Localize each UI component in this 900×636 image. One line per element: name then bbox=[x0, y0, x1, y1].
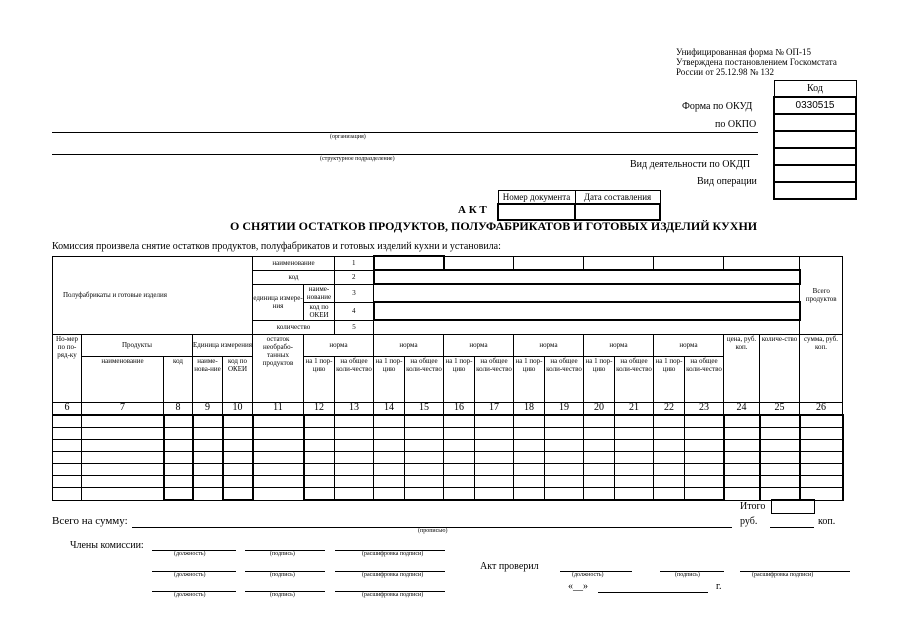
form-line-2: Утверждена постановлением Госкомстата bbox=[676, 57, 837, 67]
table-cell[interactable] bbox=[615, 464, 654, 476]
per-portion-1: на 1 пор-цию bbox=[304, 356, 335, 402]
table-cell[interactable] bbox=[685, 464, 724, 476]
table-cell[interactable] bbox=[685, 415, 724, 428]
table-cell[interactable] bbox=[685, 440, 724, 452]
table-cell[interactable] bbox=[685, 428, 724, 440]
table-cell[interactable] bbox=[53, 428, 82, 440]
doc-number-table bbox=[497, 190, 661, 221]
table-cell[interactable] bbox=[335, 464, 374, 476]
okpo-value-2[interactable] bbox=[774, 131, 856, 148]
total-qty-2: на общее коли-чество bbox=[405, 356, 444, 402]
table-cell[interactable] bbox=[304, 415, 335, 428]
col-num: 22 bbox=[654, 402, 685, 415]
table-cell[interactable] bbox=[335, 488, 374, 501]
table-cell[interactable] bbox=[760, 452, 800, 464]
table-cell[interactable] bbox=[615, 452, 654, 464]
okpo-label: по ОКПО bbox=[715, 119, 757, 130]
quantity-cell[interactable] bbox=[374, 320, 800, 334]
table-cell[interactable] bbox=[405, 476, 444, 488]
table-cell[interactable] bbox=[800, 452, 843, 464]
table-cell[interactable] bbox=[82, 476, 164, 488]
price-header: цена, руб. коп. bbox=[724, 334, 760, 402]
table-cell[interactable] bbox=[335, 452, 374, 464]
okud-label: Форма по ОКУД bbox=[682, 101, 753, 112]
table-cell[interactable] bbox=[253, 440, 304, 452]
table-cell[interactable] bbox=[223, 452, 253, 464]
row-num-1: 1 bbox=[335, 256, 374, 270]
table-cell[interactable] bbox=[193, 428, 223, 440]
code-row-cell[interactable] bbox=[374, 270, 800, 284]
table-cell[interactable] bbox=[164, 415, 193, 428]
table-cell[interactable] bbox=[444, 428, 475, 440]
table-cell[interactable] bbox=[53, 440, 82, 452]
table-cell[interactable] bbox=[584, 428, 615, 440]
organization-caption: (организация) bbox=[330, 134, 366, 140]
member1-decode: (расшифровка подписи) bbox=[362, 551, 424, 557]
table-cell[interactable] bbox=[615, 415, 654, 428]
table-cell[interactable] bbox=[514, 440, 545, 452]
table-cell[interactable] bbox=[164, 440, 193, 452]
table-cell[interactable] bbox=[304, 464, 335, 476]
table-cell[interactable] bbox=[374, 428, 405, 440]
row-num-2: 2 bbox=[335, 270, 374, 284]
norm-header-4: норма bbox=[514, 334, 584, 356]
doc-date-label: Дата составления bbox=[575, 191, 660, 205]
table-cell[interactable] bbox=[654, 488, 685, 501]
total-label: Итого bbox=[740, 501, 766, 512]
total-qty-5: на общее коли-чество bbox=[615, 356, 654, 402]
table-row bbox=[53, 428, 843, 440]
table-cell[interactable] bbox=[374, 488, 405, 501]
unit-measure-header: Единица измерения bbox=[193, 334, 253, 356]
checker-position: (должность) bbox=[572, 572, 604, 578]
norm-header-5: норма bbox=[584, 334, 654, 356]
table-cell[interactable] bbox=[514, 476, 545, 488]
table-cell[interactable] bbox=[253, 428, 304, 440]
table-cell[interactable] bbox=[444, 415, 475, 428]
col-num: 9 bbox=[193, 402, 223, 415]
table-cell[interactable] bbox=[53, 415, 82, 428]
total-qty-3: на общее коли-чество bbox=[475, 356, 514, 402]
okdp-value[interactable] bbox=[774, 165, 856, 182]
table-cell[interactable] bbox=[405, 428, 444, 440]
prod-code-header: код bbox=[164, 356, 193, 402]
norm-header-2: норма bbox=[374, 334, 444, 356]
table-cell[interactable] bbox=[475, 428, 514, 440]
table-cell[interactable] bbox=[405, 452, 444, 464]
act-word: А К Т bbox=[458, 204, 487, 216]
table-cell[interactable] bbox=[584, 476, 615, 488]
table-row bbox=[53, 440, 843, 452]
doc-number-field[interactable] bbox=[498, 204, 575, 220]
col-num: 16 bbox=[444, 402, 475, 415]
table-cell[interactable] bbox=[193, 476, 223, 488]
table-cell[interactable] bbox=[374, 452, 405, 464]
total-field[interactable] bbox=[771, 499, 815, 514]
table-cell[interactable] bbox=[444, 464, 475, 476]
table-cell[interactable] bbox=[82, 428, 164, 440]
table-cell[interactable] bbox=[335, 476, 374, 488]
table-cell[interactable] bbox=[514, 464, 545, 476]
okei-code-label: код по ОКЕИ bbox=[304, 302, 335, 320]
table-cell[interactable] bbox=[545, 415, 584, 428]
table-cell[interactable] bbox=[223, 488, 253, 501]
organization-line[interactable] bbox=[52, 132, 758, 133]
name-cell-2[interactable] bbox=[444, 256, 514, 270]
date-line[interactable] bbox=[598, 592, 708, 593]
unit-name-cell[interactable] bbox=[374, 284, 800, 302]
table-cell[interactable] bbox=[514, 428, 545, 440]
table-cell[interactable] bbox=[545, 452, 584, 464]
form-line-1: Унифицированная форма № ОП-15 bbox=[676, 47, 812, 57]
remainder-header: остаток необрабо-танных продуктов bbox=[253, 334, 304, 402]
total-products-label: Всего продуктов bbox=[800, 256, 843, 334]
table-cell[interactable] bbox=[53, 476, 82, 488]
table-cell[interactable] bbox=[193, 452, 223, 464]
table-cell[interactable] bbox=[164, 428, 193, 440]
checked-label: Акт проверил bbox=[480, 561, 539, 572]
unit-name-label: наиме-нование bbox=[304, 284, 335, 302]
table-cell[interactable] bbox=[164, 488, 193, 501]
table-cell[interactable] bbox=[654, 476, 685, 488]
semi-finished-label bbox=[53, 256, 253, 334]
table-cell[interactable] bbox=[82, 452, 164, 464]
table-cell[interactable] bbox=[724, 464, 760, 476]
col-num: 24 bbox=[724, 402, 760, 415]
table-cell[interactable] bbox=[475, 488, 514, 501]
table-cell[interactable] bbox=[223, 476, 253, 488]
total-qty-1: на общее коли-чество bbox=[335, 356, 374, 402]
table-cell[interactable] bbox=[760, 476, 800, 488]
table-cell[interactable] bbox=[800, 415, 843, 428]
table-cell[interactable] bbox=[253, 488, 304, 501]
total-qty-4: на общее коли-чество bbox=[545, 356, 584, 402]
norm-header-3: норма bbox=[444, 334, 514, 356]
members-label: Члены комиссии: bbox=[70, 540, 144, 551]
member2-position: (должность) bbox=[174, 572, 206, 578]
operation-label: Вид операции bbox=[697, 176, 757, 187]
table-cell[interactable] bbox=[545, 488, 584, 501]
codes-title: Код bbox=[774, 81, 856, 98]
name-cell-1[interactable] bbox=[374, 256, 444, 270]
table-cell[interactable] bbox=[654, 415, 685, 428]
table-row bbox=[53, 488, 843, 501]
table-cell[interactable] bbox=[253, 464, 304, 476]
okdp-label: Вид деятельности по ОКДП bbox=[630, 159, 751, 170]
col-num: 8 bbox=[164, 402, 193, 415]
table-row bbox=[53, 464, 843, 476]
member3-position: (должность) bbox=[174, 592, 206, 598]
table-cell[interactable] bbox=[223, 464, 253, 476]
col-num: 14 bbox=[374, 402, 405, 415]
table-cell[interactable] bbox=[800, 476, 843, 488]
table-cell[interactable] bbox=[405, 440, 444, 452]
date-quote: «__» bbox=[568, 581, 588, 592]
main-table bbox=[52, 255, 844, 501]
table-cell[interactable] bbox=[374, 476, 405, 488]
table-cell[interactable] bbox=[405, 464, 444, 476]
name-cell-5[interactable] bbox=[654, 256, 724, 270]
table-cell[interactable] bbox=[654, 452, 685, 464]
table-cell[interactable] bbox=[405, 415, 444, 428]
table-cell[interactable] bbox=[223, 440, 253, 452]
table-cell[interactable] bbox=[760, 464, 800, 476]
table-cell[interactable] bbox=[304, 476, 335, 488]
table-cell[interactable] bbox=[82, 464, 164, 476]
intro-text: Комиссия произвела снятие остатков продуктов, полуфабрикатов и готовых изделий кухни и установила: bbox=[52, 241, 501, 252]
table-cell[interactable] bbox=[514, 452, 545, 464]
table-cell[interactable] bbox=[475, 440, 514, 452]
row-num-4: 4 bbox=[335, 302, 374, 320]
row-num-3: 3 bbox=[335, 284, 374, 302]
operation-value[interactable] bbox=[774, 182, 856, 199]
table-cell[interactable] bbox=[514, 488, 545, 501]
table-cell[interactable] bbox=[685, 476, 724, 488]
table-cell[interactable] bbox=[545, 440, 584, 452]
table-cell[interactable] bbox=[304, 440, 335, 452]
okpo-value[interactable] bbox=[774, 114, 856, 131]
table-cell[interactable] bbox=[724, 476, 760, 488]
table-cell[interactable] bbox=[335, 415, 374, 428]
table-cell[interactable] bbox=[584, 452, 615, 464]
col-num: 21 bbox=[615, 402, 654, 415]
table-cell[interactable] bbox=[654, 440, 685, 452]
table-cell[interactable] bbox=[615, 476, 654, 488]
table-cell[interactable] bbox=[475, 452, 514, 464]
table-cell[interactable] bbox=[164, 452, 193, 464]
table-cell[interactable] bbox=[760, 440, 800, 452]
member3-decode: (расшифровка подписи) bbox=[362, 592, 424, 598]
table-cell[interactable] bbox=[53, 488, 82, 501]
col-num: 19 bbox=[545, 402, 584, 415]
per-portion-3: на 1 пор-цию bbox=[444, 356, 475, 402]
division-caption: (структурное подразделение) bbox=[320, 156, 395, 162]
table-cell[interactable] bbox=[584, 488, 615, 501]
col-num: 13 bbox=[335, 402, 374, 415]
in-words-caption: (прописью) bbox=[418, 528, 448, 534]
col-num: 23 bbox=[685, 402, 724, 415]
table-cell[interactable] bbox=[193, 464, 223, 476]
checker-signature: (подпись) bbox=[675, 572, 700, 578]
table-cell[interactable] bbox=[724, 488, 760, 501]
norm-header-6: норма bbox=[654, 334, 724, 356]
table-cell[interactable] bbox=[53, 464, 82, 476]
table-cell[interactable] bbox=[53, 452, 82, 464]
row-num-5: 5 bbox=[335, 320, 374, 334]
okud-value[interactable]: 0330515 bbox=[774, 97, 856, 114]
table-cell[interactable] bbox=[724, 415, 760, 428]
doc-number-label: Номер документа bbox=[498, 191, 575, 205]
table-cell[interactable] bbox=[654, 428, 685, 440]
table-row bbox=[53, 415, 843, 428]
table-cell[interactable] bbox=[724, 440, 760, 452]
table-cell[interactable] bbox=[444, 476, 475, 488]
table-cell[interactable] bbox=[405, 488, 444, 501]
per-portion-4: на 1 пор-цию bbox=[514, 356, 545, 402]
form-line-3: России от 25.12.98 № 132 bbox=[676, 67, 775, 77]
table-cell[interactable] bbox=[685, 452, 724, 464]
table-cell[interactable] bbox=[545, 476, 584, 488]
name-cell-3[interactable] bbox=[514, 256, 584, 270]
table-cell[interactable] bbox=[253, 452, 304, 464]
norm-header-1: норма bbox=[304, 334, 374, 356]
table-cell[interactable] bbox=[545, 464, 584, 476]
doc-title: О СНЯТИИ ОСТАТКОВ ПРОДУКТОВ, ПОЛУФАБРИКАТОВ И ГОТОВЫХ ИЗДЕЛИЙ КУХНИ bbox=[230, 219, 758, 233]
table-cell[interactable] bbox=[545, 428, 584, 440]
col-num: 15 bbox=[405, 402, 444, 415]
table-cell[interactable] bbox=[475, 476, 514, 488]
table-cell[interactable] bbox=[584, 415, 615, 428]
table-cell[interactable] bbox=[685, 488, 724, 501]
col-num: 17 bbox=[475, 402, 514, 415]
table-cell[interactable] bbox=[82, 440, 164, 452]
table-cell[interactable] bbox=[304, 428, 335, 440]
table-cell[interactable] bbox=[374, 415, 405, 428]
table-cell[interactable] bbox=[164, 464, 193, 476]
doc-date-field[interactable] bbox=[575, 204, 660, 220]
prod-name-header: наименование bbox=[82, 356, 164, 402]
table-cell[interactable] bbox=[304, 488, 335, 501]
member1-position: (должность) bbox=[174, 551, 206, 557]
table-cell[interactable] bbox=[253, 476, 304, 488]
col-num: 7 bbox=[82, 402, 164, 415]
table-cell[interactable] bbox=[335, 440, 374, 452]
table-cell[interactable] bbox=[82, 415, 164, 428]
table-cell[interactable] bbox=[615, 428, 654, 440]
row-name-label: наименование bbox=[253, 256, 335, 270]
kop-label: коп. bbox=[818, 516, 836, 527]
table-cell[interactable] bbox=[82, 488, 164, 501]
table-cell[interactable] bbox=[584, 464, 615, 476]
table-cell[interactable] bbox=[304, 452, 335, 464]
col-num: 20 bbox=[584, 402, 615, 415]
quantity-label: количество bbox=[253, 320, 335, 334]
col-num: 26 bbox=[800, 402, 843, 415]
col-num: 6 bbox=[53, 402, 82, 415]
table-cell[interactable] bbox=[223, 428, 253, 440]
table-cell[interactable] bbox=[724, 428, 760, 440]
table-cell[interactable] bbox=[800, 440, 843, 452]
table-cell[interactable] bbox=[800, 428, 843, 440]
table-cell[interactable] bbox=[193, 415, 223, 428]
table-row bbox=[53, 452, 843, 464]
table-cell[interactable] bbox=[335, 428, 374, 440]
col-num: 12 bbox=[304, 402, 335, 415]
table-cell[interactable] bbox=[374, 440, 405, 452]
col-num: 10 bbox=[223, 402, 253, 415]
table-cell[interactable] bbox=[253, 415, 304, 428]
name-cell-4[interactable] bbox=[584, 256, 654, 270]
total-qty-6: на общее коли-чество bbox=[685, 356, 724, 402]
table-cell[interactable] bbox=[193, 488, 223, 501]
member2-signature: (подпись) bbox=[270, 572, 295, 578]
row-number-header: Но-мер по по-ряд-ку bbox=[53, 334, 82, 402]
table-cell[interactable] bbox=[374, 464, 405, 476]
qty-header: количе-ство bbox=[760, 334, 800, 402]
member2-decode: (расшифровка подписи) bbox=[362, 572, 424, 578]
semi-finished-text: Полуфабрикаты и готовые изделия bbox=[63, 291, 167, 299]
um-okei-header: код по ОКЕИ bbox=[223, 356, 253, 402]
division-line[interactable] bbox=[52, 154, 758, 155]
per-portion-5: на 1 пор-цию bbox=[584, 356, 615, 402]
table-cell[interactable] bbox=[164, 476, 193, 488]
rub-line[interactable] bbox=[770, 527, 814, 528]
checker-decode: (расшифровка подписи) bbox=[752, 572, 814, 578]
col-num: 11 bbox=[253, 402, 304, 415]
rub-label: руб. bbox=[740, 516, 758, 527]
sum-label: Всего на сумму: bbox=[52, 515, 128, 527]
member1-signature: (подпись) bbox=[270, 551, 295, 557]
table-cell[interactable] bbox=[724, 452, 760, 464]
col-num: 18 bbox=[514, 402, 545, 415]
sum-header: сумма, руб. коп. bbox=[800, 334, 843, 402]
col-num: 25 bbox=[760, 402, 800, 415]
table-cell[interactable] bbox=[615, 440, 654, 452]
table-cell[interactable] bbox=[654, 464, 685, 476]
table-cell[interactable] bbox=[444, 440, 475, 452]
products-header: Продукты bbox=[82, 334, 193, 356]
per-portion-2: на 1 пор-цию bbox=[374, 356, 405, 402]
table-cell[interactable] bbox=[760, 415, 800, 428]
table-cell[interactable] bbox=[223, 415, 253, 428]
table-cell[interactable] bbox=[584, 440, 615, 452]
table-cell[interactable] bbox=[760, 428, 800, 440]
unit-label: единица измере-ния bbox=[253, 284, 304, 320]
year-label: г. bbox=[716, 581, 722, 592]
table-cell[interactable] bbox=[800, 464, 843, 476]
table-cell[interactable] bbox=[514, 415, 545, 428]
codes-table bbox=[773, 80, 857, 200]
table-cell[interactable] bbox=[444, 488, 475, 501]
table-cell[interactable] bbox=[475, 464, 514, 476]
table-cell[interactable] bbox=[444, 452, 475, 464]
table-row bbox=[53, 476, 843, 488]
row-code-label: код bbox=[253, 270, 335, 284]
member3-signature: (подпись) bbox=[270, 592, 295, 598]
per-portion-6: на 1 пор-цию bbox=[654, 356, 685, 402]
okei-code-cell[interactable] bbox=[374, 302, 800, 320]
division-code[interactable] bbox=[774, 148, 856, 165]
table-cell[interactable] bbox=[615, 488, 654, 501]
um-name-header: наиме-нова-ние bbox=[193, 356, 223, 402]
table-cell[interactable] bbox=[193, 440, 223, 452]
table-cell[interactable] bbox=[475, 415, 514, 428]
name-cell-6[interactable] bbox=[724, 256, 800, 270]
